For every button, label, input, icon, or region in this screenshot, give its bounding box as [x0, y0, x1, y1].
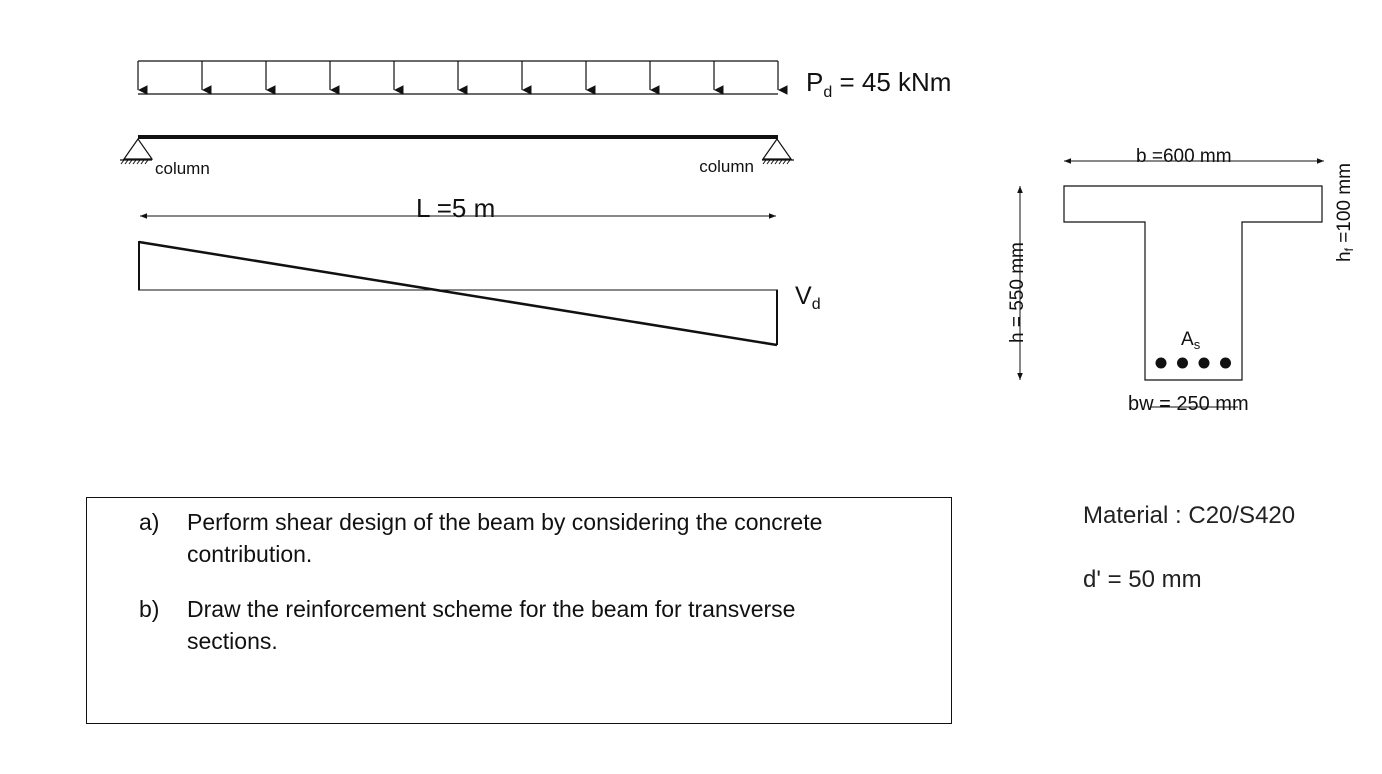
section-height-label: h = 550 mm — [1007, 242, 1028, 343]
left-support — [120, 139, 152, 164]
rebar-label: $A_s$ — [1181, 329, 1201, 352]
span-label: L =5 m — [416, 193, 496, 223]
shear-label: $V_d$ — [795, 282, 821, 313]
pin-support-icon — [124, 139, 152, 159]
rebar-dot — [1156, 358, 1167, 369]
task-b — [139, 593, 859, 657]
rebar-dot — [1199, 358, 1210, 369]
load-label: $P_d = 45$ kNm — [806, 67, 952, 101]
t-section — [1020, 161, 1324, 407]
rebar-dot — [1220, 358, 1231, 369]
left-support-label: column — [155, 159, 210, 178]
load-arrows — [138, 61, 778, 90]
task-a-marker: a) — [139, 509, 160, 535]
flange-thickness-label: hf =100 mm — [1334, 163, 1356, 262]
task-b-text: Draw the reinforcement scheme for the beam for transverse sections. — [187, 596, 796, 654]
flange-width-label: b =600 mm — [1136, 146, 1232, 167]
shear-line — [139, 242, 777, 345]
material-label: Material : C20/S420 — [1083, 502, 1296, 529]
task-b-marker: b) — [139, 596, 160, 622]
rebar-group — [1156, 358, 1232, 369]
web-width-label: bw = 250 mm — [1128, 393, 1249, 415]
shear-diagram — [138, 241, 778, 345]
distributed-load — [138, 61, 778, 94]
rebar-dot — [1177, 358, 1188, 369]
pin-support-icon — [763, 139, 791, 159]
task-a — [139, 506, 859, 570]
task-box — [86, 497, 952, 724]
right-support-label: column — [699, 157, 754, 176]
task-a-text: Perform shear design of the beam by considering the concrete contribution. — [187, 509, 823, 567]
cover-label: d' = 50 mm — [1083, 566, 1202, 593]
right-support — [762, 139, 794, 164]
